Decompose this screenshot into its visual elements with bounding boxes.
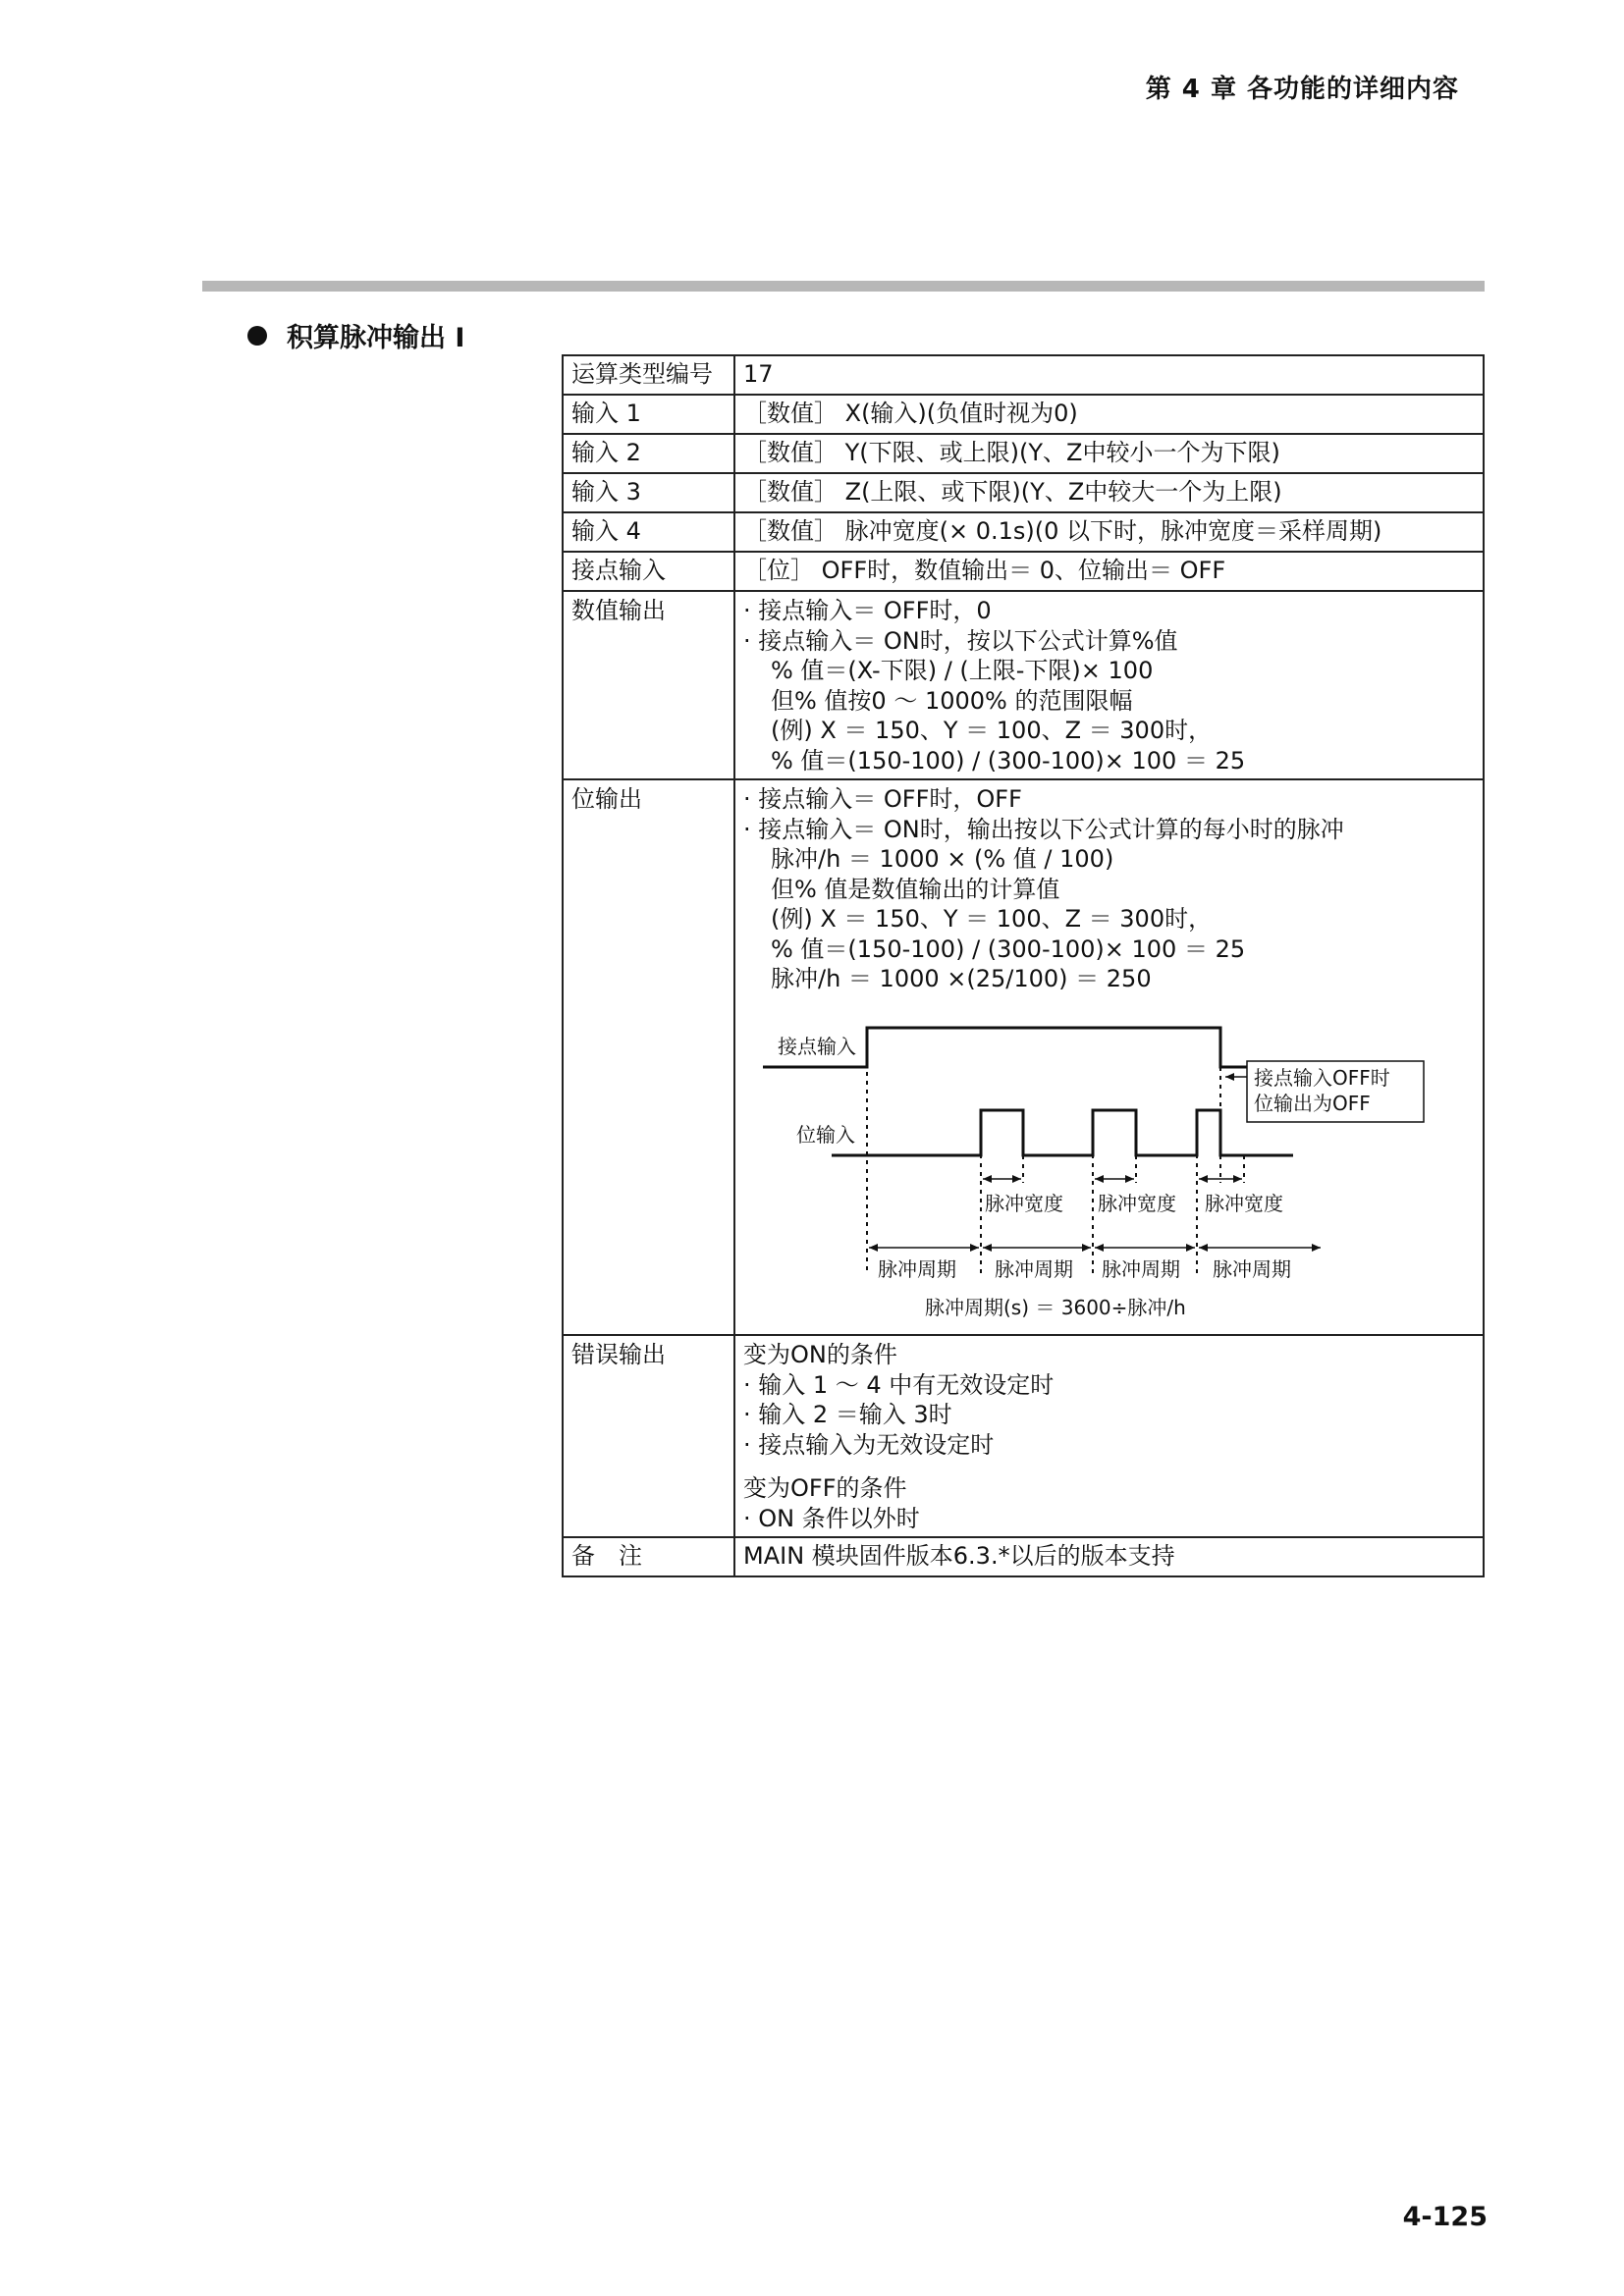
value-line: 但% 值按0 ～ 1000% 的范围限幅 <box>771 686 1133 715</box>
section-heading <box>247 316 464 354</box>
row-label: 备 注 <box>563 1537 734 1576</box>
row-value <box>734 591 1484 779</box>
bit-input-label: 位输入 <box>796 1122 855 1147</box>
row-value: ［数值］ 脉冲宽度(× 0.1s)(0 以下时，脉冲宽度＝采样周期) <box>734 512 1484 552</box>
bit-input-waveform <box>832 1110 1293 1155</box>
value-line: · 输入 1 ～ 4 中有无效设定时 <box>743 1370 1055 1399</box>
value-line: 但% 值是数值输出的计算值 <box>771 875 1060 903</box>
row-value: MAIN 模块固件版本6.3.*以后的版本支持 <box>734 1537 1484 1576</box>
pulse-period-label: 脉冲周期 <box>1213 1256 1291 1281</box>
row-label: 输入 1 <box>563 395 734 434</box>
row-label: 数值输出 <box>563 591 734 779</box>
row-value: 17 <box>734 355 1484 395</box>
row-value <box>734 779 1484 1335</box>
row-value <box>734 1335 1484 1537</box>
section-divider <box>202 281 1485 292</box>
table-row <box>563 779 1484 1335</box>
spec-table <box>562 354 1485 1577</box>
guide-lines <box>867 1028 1244 1273</box>
row-value: ［数值］ Z(上限、或下限)(Y、Z中较大一个为上限) <box>734 473 1484 512</box>
row-label: 接点输入 <box>563 552 734 591</box>
value-line: · 接点输入＝ OFF时，OFF <box>743 785 1022 813</box>
value-line: 变为ON的条件 <box>743 1341 897 1368</box>
table-row <box>563 355 1484 395</box>
callout-line-2: 位输出为OFF <box>1254 1091 1371 1115</box>
row-label: 输入 4 <box>563 512 734 552</box>
row-label: 输入 2 <box>563 434 734 473</box>
value-line: % 值＝(X-下限) / (上限-下限)× 100 <box>771 657 1154 684</box>
pulse-width-label: 脉冲宽度 <box>1098 1191 1176 1215</box>
value-line: 脉冲/h ＝ 1000 ×(25/100) ＝ 250 <box>771 965 1152 992</box>
row-value: ［位］ OFF时，数值输出＝ 0、位输出＝ OFF <box>734 552 1484 591</box>
pulse-period-label: 脉冲周期 <box>878 1256 956 1281</box>
pulse-width-label: 脉冲宽度 <box>985 1191 1063 1215</box>
table-row <box>563 1537 1484 1576</box>
table-row <box>563 395 1484 434</box>
table-row <box>563 434 1484 473</box>
row-label: 位输出 <box>563 779 734 1335</box>
callout-line-1: 接点输入OFF时 <box>1254 1065 1390 1090</box>
pulse-width-label: 脉冲宽度 <box>1205 1191 1283 1215</box>
row-label: 错误输出 <box>563 1335 734 1537</box>
value-line: % 值＝(150-100) / (300-100)× 100 ＝ 25 <box>771 934 1246 963</box>
table-row <box>563 591 1484 779</box>
value-line: (例) X ＝ 150、Y ＝ 100、Z ＝ 300时， <box>771 717 1213 744</box>
value-line: (例) X ＝ 150、Y ＝ 100、Z ＝ 300时， <box>771 905 1213 933</box>
bullet-icon <box>247 326 267 346</box>
value-line: % 值＝(150-100) / (300-100)× 100 ＝ 25 <box>771 746 1246 774</box>
row-label: 输入 3 <box>563 473 734 512</box>
value-line: 脉冲/h ＝ 1000 × (% 值 / 100) <box>771 845 1114 873</box>
contact-input-label: 接点输入 <box>778 1034 856 1058</box>
pulse-period-label: 脉冲周期 <box>1102 1256 1180 1281</box>
value-line: · ON 条件以外时 <box>743 1504 920 1532</box>
timing-diagram-svg <box>743 1006 1390 1320</box>
value-line: · 接点输入为无效设定时 <box>743 1430 995 1459</box>
chapter-header: 第 4 章 各功能的详细内容 <box>1145 75 1459 104</box>
row-value: ［数值］ Y(下限、或上限)(Y、Z中较小一个为下限) <box>734 434 1484 473</box>
value-line: · 接点输入＝ ON时，按以下公式计算%值 <box>743 626 1178 655</box>
value-line: 变为OFF的条件 <box>743 1474 907 1502</box>
table-row <box>563 512 1484 552</box>
timing-diagram <box>743 994 1475 1332</box>
row-label: 运算类型编号 <box>563 355 734 395</box>
section-title: 积算脉冲输出 I <box>287 323 465 353</box>
table-row <box>563 1335 1484 1537</box>
period-formula: 脉冲周期(s) ＝ 3600÷脉冲/h <box>925 1295 1186 1319</box>
page-number: 4-125 <box>1402 2202 1488 2232</box>
row-value: ［数值］ X(输入)(负值时视为0) <box>734 395 1484 434</box>
value-line: · 接点输入＝ OFF时，0 <box>743 597 992 624</box>
value-line: · 接点输入＝ ON时，输出按以下公式计算的每小时的脉冲 <box>743 815 1344 843</box>
value-line: · 输入 2 ＝输入 3时 <box>743 1401 952 1428</box>
table-row <box>563 473 1484 512</box>
table-row <box>563 552 1484 591</box>
pulse-period-label: 脉冲周期 <box>995 1256 1073 1281</box>
